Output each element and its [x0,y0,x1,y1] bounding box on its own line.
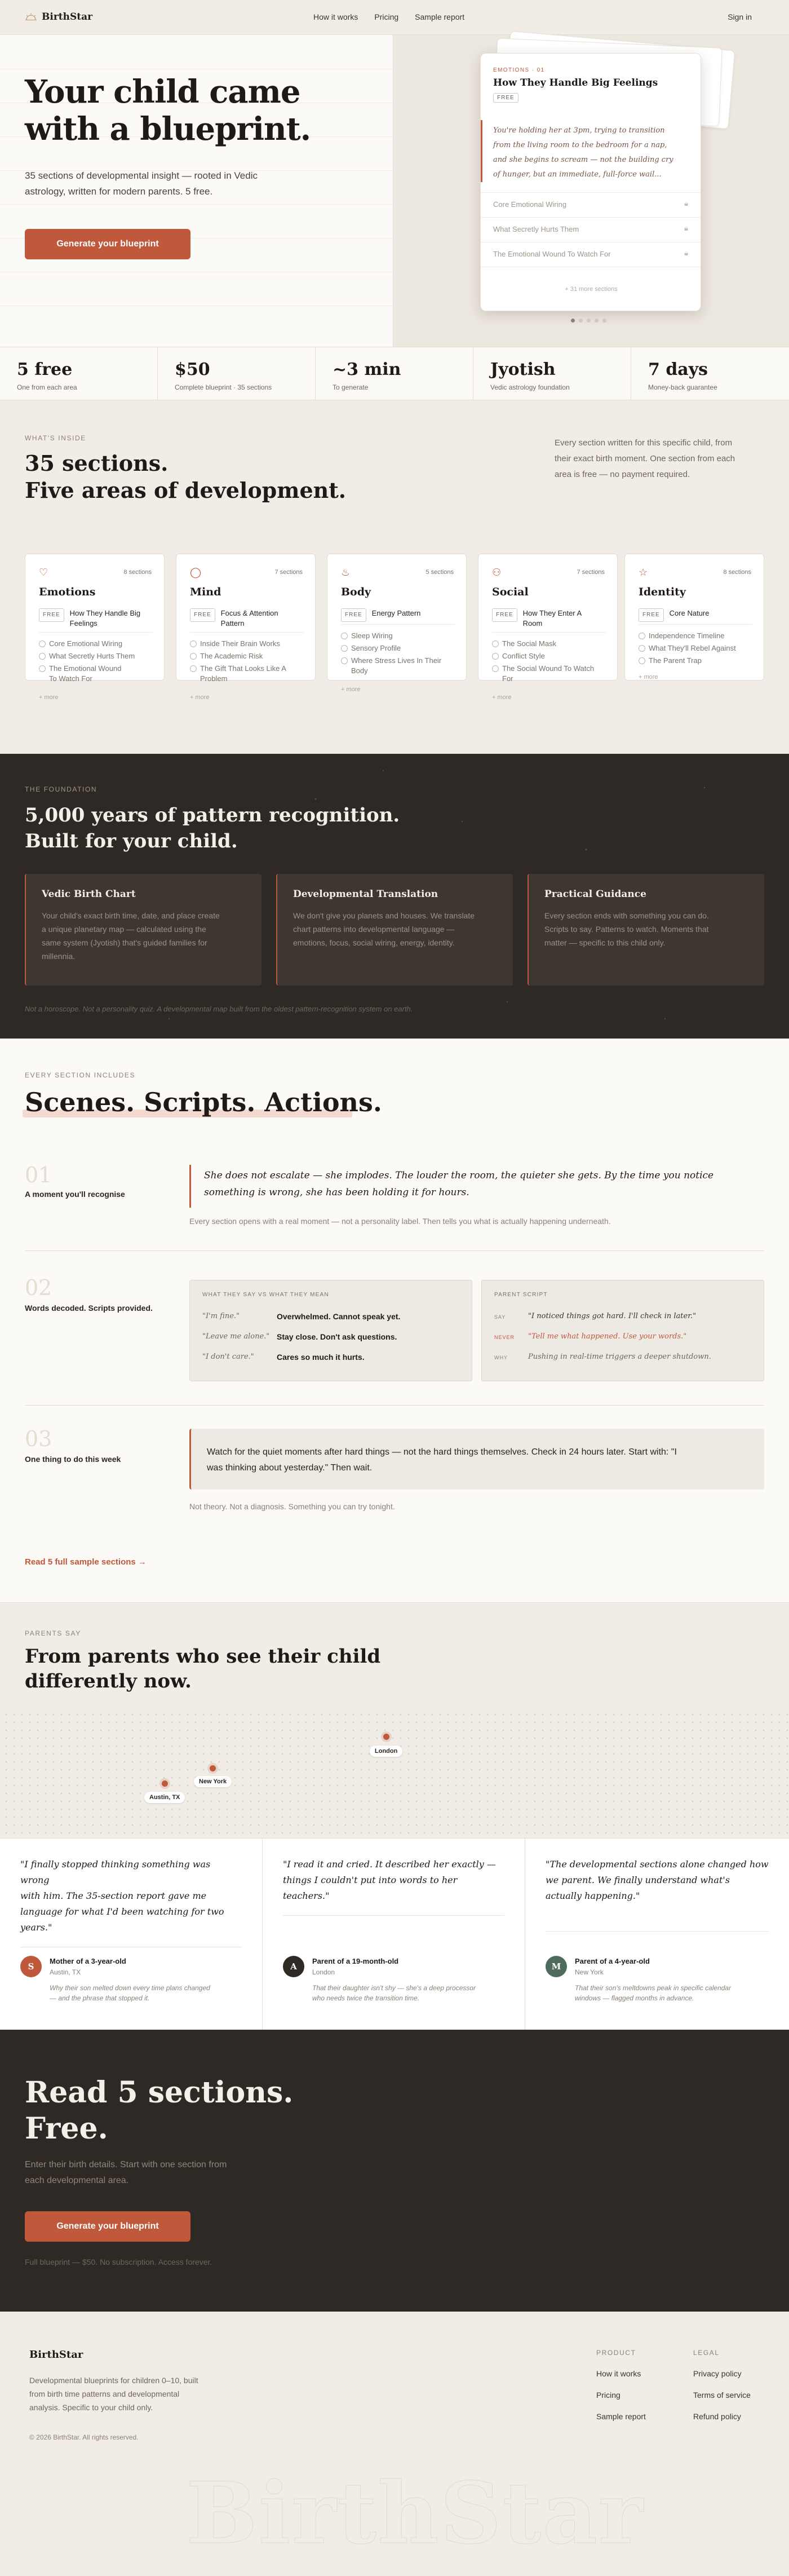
sign-in-link[interactable]: Sign in [728,12,752,21]
foundation-card-title: Developmental Translation [293,889,438,900]
scene-caption: Every section opens with a real moment — not a personality label. Then tells you what is actually happening underneath. [189,1217,611,1226]
means-text: Stay close. Don't ask questions. [277,1332,397,1341]
footer-link[interactable]: How it works [596,2369,641,2378]
script-text: "Tell me what happened. Use your words." [528,1332,687,1341]
area-card-identity[interactable] [624,554,764,681]
testimonial-card [525,1838,789,2030]
parents-map [0,1708,789,1838]
cta-desc-line: each developmental area. [25,2176,129,2185]
hero-title-line-2: with a blueprint. [25,111,311,148]
foundation-card [25,874,261,986]
lock-icon: 🔒︎ [684,199,688,207]
hero-subtitle-line-1: 35 sections of developmental insight — rooted in Vedic [25,170,258,181]
free-section-title: How They Enter A [522,609,582,617]
testimonial-author: Parent of a 4-year-old [575,1957,650,1965]
area-name: Identity [639,586,686,598]
stat-value: 7 days [648,360,708,379]
foundation-title-line-2: Built for your child. [25,830,238,852]
scene-quote-line: She does not escalate — she implodes. The louder the room, the quieter she gets. By the time you notice [204,1170,714,1181]
testimonial-location: Austin, TX [50,1968,81,1976]
copyright: © 2026 BirthStar. All rights reserved. [29,2433,139,2441]
area-count: 7 sections [274,569,303,576]
site-footer [0,2312,789,2576]
foundation-card-line: Your child's exact birth time, date, and place create [42,911,220,920]
stat-value: ~3 min [333,360,401,379]
step-number: 01 [25,1163,52,1187]
area-card-social[interactable] [478,554,618,701]
map-pin-label: Austin, TX [144,1792,185,1803]
script-text: Pushing in real-time triggers a deeper shutdown. [528,1353,711,1361]
free-section-title: Energy Pattern [371,609,421,617]
stat-item [0,347,158,400]
nav-sample-report[interactable]: Sample report [415,12,465,21]
inside-eyebrow: WHAT'S INSIDE [25,434,86,442]
area-more[interactable]: + more [639,674,658,681]
parents-eyebrow: PARENTS SAY [25,1629,81,1637]
testimonial-note-line: Why their son melted down every time plans changed [50,1984,210,1992]
parents-title-line-2: differently now. [25,1670,192,1693]
footer-link[interactable]: Pricing [596,2391,620,2400]
stat-label: Vedic astrology foundation [490,383,570,391]
free-badge: FREE [39,608,64,622]
area-item: The Academic Risk [190,651,309,661]
area-name: Social [492,586,529,598]
area-name: Body [341,586,371,598]
stat-item [473,347,631,400]
testimonial-quote-line: with him. The 35-section report gave me [20,1890,207,1901]
foundation-card-title: Vedic Birth Chart [42,889,136,900]
free-badge: FREE [190,608,215,622]
brand-logo[interactable] [25,11,92,23]
script-key: SAY [494,1314,506,1320]
area-card-emotions[interactable] [25,554,165,701]
foundation-card-line: matter — specific to this child only. [544,938,666,947]
area-count: 7 sections [577,569,605,576]
foundation-card-line: emotions, focus, social wiring, energy, identity. [293,938,455,947]
testimonial-note-line: That their son's meltdowns peak in specific calendar [575,1984,732,1992]
script-key: WHY [494,1355,508,1360]
testimonial-quote-line: language for what I'd been watching for two [20,1906,224,1917]
hero-generate-button[interactable]: Generate your blueprint [25,229,190,259]
area-item: Inside Their Brain Works [190,639,309,649]
action-text-line: Watch for the quiet moments after hard things — not the hard things themselves. Check in 24 hours later. Start with: "I [207,1447,677,1457]
free-section-title: Feelings [69,619,97,628]
footer-link[interactable]: Refund policy [693,2412,741,2421]
inside-title-line-1: 35 sections. [25,450,169,476]
area-item: Independence Timeline [639,631,758,641]
area-item: The Gift That Looks Like A Problem [190,664,291,684]
carousel-dots [571,319,606,322]
testimonial-card [0,1838,263,2030]
parent-script-heading: PARENT SCRIPT [494,1292,548,1298]
free-section-title: How They Handle Big [69,609,141,617]
action-box [189,1429,764,1490]
flame-icon: ♨ [341,567,351,578]
avatar: A [283,1956,304,1977]
says-text: "I'm fine." [202,1312,240,1320]
brain-icon: ◯ [190,567,202,578]
more-sections-label: + 31 more sections [565,286,618,293]
foundation-card-line: We don't give you planets and houses. We translate [293,911,475,920]
footer-brand[interactable]: BirthStar [29,2349,83,2361]
heart-icon: ♡ [39,567,48,578]
area-count: 5 sections [425,569,454,576]
stat-label: Money-back guarantee [648,383,717,391]
foundation-card-title: Practical Guidance [544,889,646,900]
footer-product-heading: PRODUCT [596,2349,636,2357]
cta-generate-button[interactable]: Generate your blueprint [25,2211,190,2242]
inside-desc-line: their exact birth moment. One section from each [555,454,735,463]
testimonial-note-line: who needs twice the transition time. [312,1994,420,2002]
inside-desc-line: Every section written for this specific child, from [555,438,733,448]
area-more[interactable]: + more [39,694,59,701]
carousel-dot[interactable] [595,319,599,322]
free-badge: FREE [492,608,517,622]
area-item: What Secretly Hurts Them [39,651,158,661]
free-section-title: Focus & Attention [220,609,278,617]
area-item: The Parent Trap [639,656,758,666]
stat-label: Complete blueprint · 35 sections [175,383,272,391]
site-header [0,0,789,35]
area-more[interactable]: + more [492,694,512,701]
stats-bar [0,347,789,400]
foundation-card [528,874,764,986]
testimonial-author: Mother of a 3-year-old [50,1957,126,1965]
avatar: M [546,1956,567,1977]
means-text: Cares so much it hurts. [277,1353,365,1362]
stat-label: One from each area [17,383,77,391]
stat-label: To generate [333,383,369,391]
stat-value: $50 [175,360,210,379]
foundation-title-line-1: 5,000 years of pattern recognition. [25,804,400,827]
testimonial-quote-line: "The developmental sections alone changed how [546,1859,769,1870]
footer-watermark: BirthStar [186,2464,644,2563]
scenes-eyebrow: EVERY SECTION INCLUDES [25,1071,136,1079]
step-number: 02 [25,1275,52,1300]
hero-left-panel [0,35,393,347]
carousel-dot[interactable] [587,319,591,322]
testimonial-quote-line: actually happening." [546,1890,640,1901]
testimonial-author: Parent of a 19-month-old [312,1957,399,1965]
action-caption: Not theory. Not a diagnosis. Something you can try tonight. [189,1502,395,1511]
area-card-body[interactable] [327,554,467,693]
testimonial-quote-line: "I finally stopped thinking something was wrong [20,1859,211,1885]
area-name: Emotions [39,586,96,598]
area-more[interactable]: + more [190,694,210,701]
lock-icon: 🔒︎ [684,249,688,257]
avatar: S [20,1956,42,1977]
cta-title-line-2: Free. [25,2111,108,2146]
says-text: "I don't care." [202,1353,254,1361]
foundation-card-line: Every section ends with something you can do. [544,911,709,920]
scenes-title: Scenes. Scripts. Actions. [25,1087,382,1117]
sample-section-card[interactable] [480,53,701,311]
map-pin-label: New York [194,1776,232,1787]
footer-desc-line: analysis. Specific to your child only. [29,2403,153,2412]
card-quote-line: and she begins to scream — not the building cry [493,156,673,164]
card-quote-line: You're holding her at 3pm, trying to transition [493,126,665,135]
map-pin[interactable] [162,1780,168,1787]
script-key: NEVER [494,1335,515,1340]
area-item: Sensory Profile [341,643,460,653]
area-item: What They'll Rebel Against [639,643,758,653]
brand-name: BirthStar [42,11,93,23]
cta-section [0,2030,789,2312]
stat-item [158,347,316,400]
hero-preview-panel [394,35,789,347]
area-count: 8 sections [723,569,751,576]
testimonial-quote-line: years." [20,1922,52,1933]
testimonial-note-line: That their daughter isn't shy — she's a deep processor [312,1984,476,1992]
people-icon: ⚇ [492,567,502,578]
inside-desc-line: area is free — no payment required. [555,470,690,479]
hero-section [0,35,789,347]
hero-title-line-1: Your child came [25,73,300,111]
testimonial-quote-line: we parent. We finally understand what's [546,1875,730,1885]
free-section-title: Pattern [220,619,245,628]
cta-desc-line: Enter their birth details. Start with one section from [25,2160,227,2170]
testimonial-card [263,1838,525,2030]
map-pin[interactable] [210,1765,216,1771]
area-more[interactable]: + more [341,686,361,693]
step-label: A moment you'll recognise [25,1190,125,1199]
free-badge: FREE [493,93,518,103]
decode-table [189,1280,472,1381]
decode-table-heading: WHAT THEY SAY VS WHAT THEY MEAN [202,1292,329,1298]
foundation-card-line: millennia. [42,952,76,961]
map-pin-label: London [370,1746,402,1757]
footer-desc-line: from birth time patterns and developmental [29,2389,180,2398]
footer-legal-heading: LEGAL [693,2349,720,2357]
testimonial-location: London [312,1968,335,1976]
area-name: Mind [190,586,221,598]
foundation-card-line: a unique planetary map — calculated using the [42,925,206,934]
free-section-title: Room [522,619,543,628]
nav-how-it-works[interactable]: How it works [313,12,358,21]
cta-title-line-1: Read 5 sections. [25,2075,294,2110]
lock-icon: 🔒︎ [684,224,688,232]
area-item: The Social Mask [492,639,611,649]
area-item: Where Stress Lives In Their Body [341,656,448,676]
area-count: 8 sections [123,569,152,576]
locked-row[interactable]: What Secretly Hurts Them [493,225,579,233]
foundation-card-line: chart patterns into developmental language — [293,925,455,934]
locked-row[interactable]: Core Emotional Wiring [493,200,567,209]
step-label: Words decoded. Scripts provided. [25,1304,153,1313]
testimonial-note-line: — and the phrase that stopped it. [50,1994,150,2002]
step-number: 03 [25,1426,52,1451]
area-item: Conflict Style [492,651,611,661]
read-samples-link[interactable]: Read 5 full sample sections → [25,1557,147,1567]
card-title: How They Handle Big Feelings [493,77,658,89]
testimonial-quote-line: things I couldn't put into words to her teachers." [283,1875,458,1901]
card-quote-line: of hunger, but an immediate, full-force wail... [493,170,662,179]
action-text-line: was thinking about yesterday." Then wait. [207,1463,373,1473]
carousel-dot[interactable] [602,319,606,322]
free-badge: FREE [341,608,366,622]
area-item: The Social Wound To Watch For [492,664,599,684]
stat-value: 5 free [17,360,73,379]
says-text: "Leave me alone." [202,1332,270,1341]
parents-title-line-1: From parents who see their child [25,1645,381,1668]
footer-link[interactable]: Terms of service [693,2391,751,2400]
cta-note: Full blueprint — $50. No subscription. Access forever. [25,2257,212,2266]
foundation-card-line: Scripts to say. Patterns to watch. Moments that [544,925,709,934]
foundation-card [276,874,513,986]
testimonial-location: New York [575,1968,604,1976]
locked-row[interactable]: The Emotional Wound To Watch For [493,250,611,258]
nav-pricing[interactable]: Pricing [374,12,399,21]
means-text: Overwhelmed. Cannot speak yet. [277,1312,401,1321]
scene-quote-line: something is wrong, she has been holding it for hours. [204,1187,469,1198]
step-label: One thing to do this week [25,1455,121,1464]
free-section-title: Core Nature [669,609,710,617]
script-text: "I noticed things got hard. I'll check in later." [528,1312,697,1320]
stat-item [631,347,789,400]
area-item: Core Emotional Wiring [39,639,158,649]
star-icon: ☆ [639,567,648,578]
card-eyebrow: EMOTIONS · 01 [493,67,545,73]
area-item: Sleep Wiring [341,631,460,641]
hero-subtitle-line-2: astrology, written for modern parents. 5 free. [25,186,213,197]
sun-logo-icon [25,12,37,21]
testimonial-note-line: windows — flagged months in advance. [575,1994,694,2002]
footer-link[interactable]: Sample report [596,2412,646,2421]
testimonial-quote-line: "I read it and cried. It described her exactly — [283,1859,496,1870]
foundation-eyebrow: THE FOUNDATION [25,785,97,793]
footer-link[interactable]: Privacy policy [693,2369,742,2378]
carousel-dot-active[interactable] [571,319,575,322]
area-item: The Emotional Wound To Watch For [39,664,123,684]
footer-desc-line: Developmental blueprints for children 0–10, built [29,2376,198,2385]
carousel-dot[interactable] [579,319,583,322]
stat-value: Jyotish [490,360,556,379]
area-card-mind[interactable] [176,554,316,701]
map-pin[interactable] [383,1734,389,1740]
card-quote-line: from the living room to the bedroom for a nap, [493,141,667,149]
free-badge: FREE [639,608,664,622]
stat-item [316,347,473,400]
inside-title-line-2: Five areas of development. [25,478,347,503]
foundation-footnote: Not a horoscope. Not a personality quiz. A developmental map built from the oldest pattern-recognition system on earth. [25,1005,413,1013]
foundation-card-line: same system (Jyotish) that's guided families for [42,938,207,947]
parent-script-table [481,1280,764,1381]
